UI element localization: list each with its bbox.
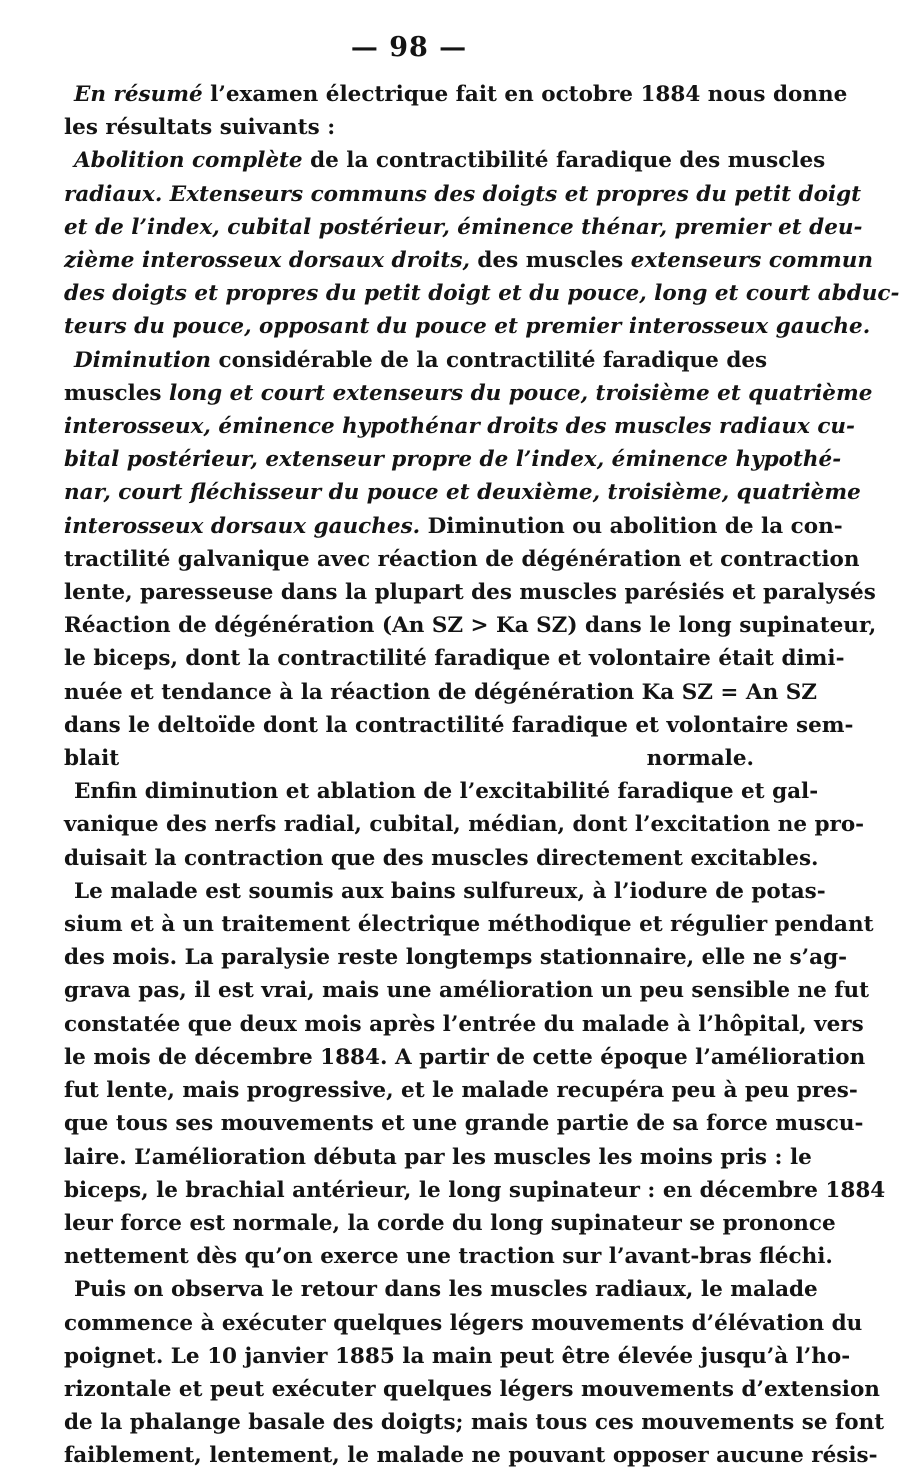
text-run: duisait la contraction que des muscles directement excitables. [64,845,819,871]
italic-text: extenseurs commun [630,248,874,274]
text-line [64,709,854,742]
text-run: leur force est normale, la corde du long supinateur se prononce [64,1210,836,1236]
text-line [64,78,848,111]
text-line [64,1439,878,1472]
paragraph [64,775,865,875]
text-line [64,775,819,808]
text-run: blait normale. [64,746,754,772]
text-run: Puis on observa le retour dans les muscles radiaux, le malade [74,1277,818,1303]
text-line [64,144,826,177]
text-run: commence à exécuter quelques légers mouvements d’élévation du [64,1310,863,1336]
text-line [64,1406,885,1439]
text-run: rizontale et peut exécuter quelques légers mouvements d’extension [64,1376,880,1402]
text-run: des mois. La paralysie reste longtemps stationnaire, elle ne s’ag- [64,945,848,971]
italic-text: teurs du pouce, opposant du pouce et premier interosseux gauche. [64,314,871,340]
text-run: que tous ses mouvements et une grande partie de sa force muscu- [64,1111,864,1137]
paragraph [64,344,877,776]
text-run: de la phalange basale des doigts; mais tous ces mouvements se font [64,1410,885,1436]
text-line [64,1107,864,1140]
italic-text: nar, court fléchisseur du pouce et deuxième, troisième, quatrième [64,480,861,506]
text-run: nuée et tendance à la réaction de dégénération Ka SZ = An SZ [64,679,817,705]
text-run: dans le deltoïde dont la contractilité faradique et volontaire sem- [64,712,854,738]
text-line [64,543,860,576]
text-line [64,1141,812,1174]
body-text [64,78,899,1473]
text-line [64,1041,866,1074]
text-run: vanique des nerfs radial, cubital, médian, dont l’excitation ne pro- [64,812,865,838]
text-line [64,443,842,476]
text-line [64,642,845,675]
text-line [64,178,862,211]
text-line [64,377,873,410]
paragraph [64,1273,885,1472]
paragraph [64,875,886,1273]
italic-text: zième interosseux dorsaux droits, [64,248,470,274]
paragraph [64,78,848,144]
text-run: des muscles [469,248,631,274]
text-line [64,211,863,244]
text-run: lente, paresseuse dans la plupart des muscles parésiés et paralysés [64,580,876,606]
text-line [64,1174,886,1207]
text-run: nettement dès qu’on exerce une traction sur l’avant-bras fléchi. [64,1244,833,1270]
text-line [64,576,876,609]
text-run: laire. L’amélioration débuta par les muscles les moins pris : le [64,1144,812,1170]
text-line [64,609,877,642]
text-line [64,310,871,343]
text-line [64,1373,880,1406]
text-line [64,974,870,1007]
text-run: Diminution ou abolition de la con- [420,513,843,539]
text-line [64,1340,851,1373]
text-line [64,875,826,908]
text-line [64,244,874,277]
text-line [64,842,819,875]
text-line [64,1207,836,1240]
page-number: — 98 — [350,32,468,63]
text-run: tractilité galvanique avec réaction de dégénération et contraction [64,546,860,572]
italic-text: Diminution [74,347,212,373]
text-run: Enfin diminution et ablation de l’excitabilité faradique et gal- [74,779,819,805]
text-line [64,1307,863,1340]
text-run: fut lente, mais progressive, et le malade recupéra peu à peu pres- [64,1078,858,1104]
text-run: sium et à un traitement électrique méthodique et régulier pendant [64,912,874,938]
italic-text: des doigts et propres du petit doigt et du pouce, long et court abduc- [64,281,899,307]
italic-text: radiaux. Extenseurs communs des doigts et propres du petit doigt [64,181,862,207]
text-line [64,111,754,144]
text-run: grava pas, il est vrai, mais une amélioration un peu sensible ne fut [64,978,870,1004]
italic-text: interosseux, éminence hypothénar droits des muscles radiaux cu- [64,414,855,440]
text-run: considérable de la contractilité faradique des [211,347,768,373]
text-run: les résultats suivants : [64,115,336,141]
text-run: muscles [64,380,170,406]
text-run: faiblement, lentement, le malade ne pouvant opposer aucune résis- [64,1443,878,1469]
text-line [64,676,817,709]
text-line [64,808,865,841]
text-line [64,277,899,310]
text-line [64,908,874,941]
text-run: de la contractibilité faradique des muscles [302,148,826,174]
italic-text: Abolition complète [74,148,303,174]
text-run: l’examen électrique fait en octobre 1884 nous donne [202,82,848,107]
text-run: Réaction de dégénération (An SZ > Ka SZ) dans le long supinateur, [64,613,877,639]
text-line [64,1273,818,1306]
text-run: constatée que deux mois après l’entrée du malade à l’hôpital, vers [64,1011,864,1037]
italic-text: et de l’index, cubital postérieur, éminence thénar, premier et deu- [64,214,863,240]
text-run: biceps, le brachial antérieur, le long supinateur : en décembre 1884 [64,1177,886,1203]
text-run: Le malade est soumis aux bains sulfureux, à l’iodure de potas- [74,878,826,904]
text-line [64,941,848,974]
text-line [64,510,843,543]
italic-text: interosseux dorsaux gauches. [64,513,421,539]
italic-text: bital postérieur, extenseur propre de l’index, éminence hypothé- [64,447,842,473]
italic-text: En résumé [74,82,203,107]
text-run: poignet. Le 10 janvier 1885 la main peut être élevée jusqu’à l’ho- [64,1343,851,1369]
text-line [64,476,861,509]
paragraph [64,144,899,343]
text-line [64,1074,858,1107]
text-run: le biceps, dont la contractilité faradique et volontaire était dimi- [64,646,845,672]
italic-text: long et court extenseurs du pouce, troisième et quatrième [169,380,873,406]
text-line [64,1240,833,1273]
text-line [64,410,855,443]
text-line [64,1008,864,1041]
text-line [64,742,754,775]
text-line [64,344,768,377]
text-run: le mois de décembre 1884. A partir de cette époque l’amélioration [64,1044,866,1070]
